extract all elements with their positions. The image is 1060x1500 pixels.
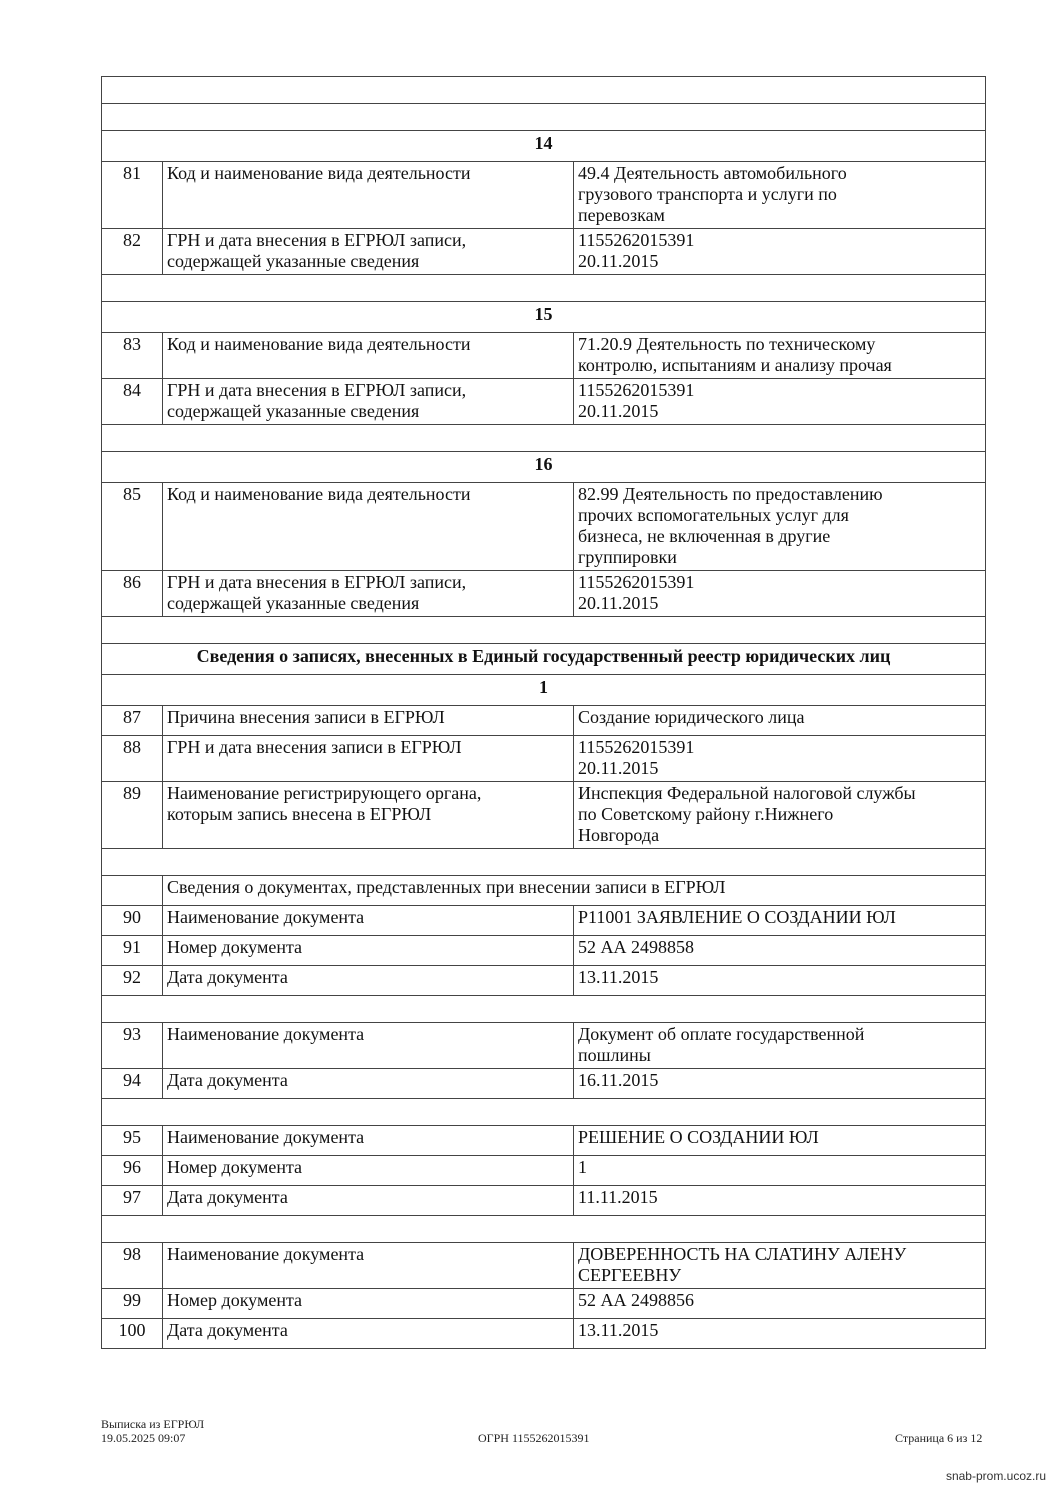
row-label: Номер документа (163, 1289, 574, 1319)
row-number: 89 (102, 782, 163, 849)
footer-page-number: Страница 6 из 12 (895, 1431, 983, 1445)
spacer-row (102, 1216, 986, 1243)
table-row-87 (102, 706, 986, 736)
row-number: 99 (102, 1289, 163, 1319)
row-label: Наименование регистрирующего органа, которым запись внесена в ЕГРЮЛ (163, 782, 574, 849)
row-value: 1155262015391 20.11.2015 (574, 736, 986, 782)
table-row-91 (102, 936, 986, 966)
row-value: 16.11.2015 (574, 1069, 986, 1099)
row-label: ГРН и дата внесения в ЕГРЮЛ записи, содержащей указанные сведения (163, 229, 574, 275)
row-value: 13.11.2015 (574, 1319, 986, 1349)
spacer-row (102, 849, 986, 876)
row-value: 1 (574, 1156, 986, 1186)
row-number: 87 (102, 706, 163, 736)
spacer-row (102, 275, 986, 302)
spacer-row (102, 996, 986, 1023)
table-row-94 (102, 1069, 986, 1099)
table-row-93 (102, 1023, 986, 1069)
row-value: 11.11.2015 (574, 1186, 986, 1216)
row-number: 100 (102, 1319, 163, 1349)
row-label: Код и наименование вида деятельности (163, 483, 574, 571)
footer-document-info (101, 1417, 204, 1445)
watermark: snab-prom.ucoz.ru (945, 1469, 1046, 1483)
table-row-96 (102, 1156, 986, 1186)
row-value: РЕШЕНИЕ О СОЗДАНИИ ЮЛ (574, 1126, 986, 1156)
row-value: 1155262015391 20.11.2015 (574, 571, 986, 617)
row-number: 97 (102, 1186, 163, 1216)
row-label: Код и наименование вида деятельности (163, 333, 574, 379)
row-label: Номер документа (163, 1156, 574, 1186)
row-value: Создание юридического лица (574, 706, 986, 736)
table-row-100 (102, 1319, 986, 1349)
row-number: 93 (102, 1023, 163, 1069)
table-row-95 (102, 1126, 986, 1156)
spacer-row (102, 77, 986, 104)
records-section-title: Сведения о записях, внесенных в Единый государственный реестр юридических лиц (102, 644, 986, 675)
row-number: 88 (102, 736, 163, 782)
row-value: 49.4 Деятельность автомобильного грузового транспорта и услуги по перевозкам (574, 162, 986, 229)
row-number: 94 (102, 1069, 163, 1099)
table-row-89 (102, 782, 986, 849)
table-row-85 (102, 483, 986, 571)
row-number: 96 (102, 1156, 163, 1186)
table-row-88 (102, 736, 986, 782)
egrul-extract-table (101, 76, 986, 1349)
row-label: Наименование документа (163, 906, 574, 936)
row-number: 90 (102, 906, 163, 936)
row-number: 84 (102, 379, 163, 425)
table-row-97 (102, 1186, 986, 1216)
table-row-83 (102, 333, 986, 379)
table-row-84 (102, 379, 986, 425)
table-row-90 (102, 906, 986, 936)
table-row-98 (102, 1243, 986, 1289)
record-number-heading: 1 (102, 675, 986, 706)
spacer-row (102, 104, 986, 131)
row-value: Инспекция Федеральной налоговой службы по Советскому району г.Нижнего Новгорода (574, 782, 986, 849)
row-label: ГРН и дата внесения в ЕГРЮЛ записи, содержащей указанные сведения (163, 571, 574, 617)
row-value: 13.11.2015 (574, 966, 986, 996)
row-label: Причина внесения записи в ЕГРЮЛ (163, 706, 574, 736)
row-label: Номер документа (163, 936, 574, 966)
row-number: 92 (102, 966, 163, 996)
table-row-86 (102, 571, 986, 617)
footer-document-name: Выписка из ЕГРЮЛ (101, 1417, 205, 1431)
row-value: 52 АА 2498856 (574, 1289, 986, 1319)
row-value: Документ об оплате государственной пошлины (574, 1023, 986, 1069)
row-number: 86 (102, 571, 163, 617)
row-label: Наименование документа (163, 1023, 574, 1069)
row-value: ДОВЕРЕННОСТЬ НА СЛАТИНУ АЛЕНУ СЕРГЕЕВНУ (574, 1243, 986, 1289)
footer-datetime: 19.05.2025 09:07 (101, 1431, 186, 1445)
row-value: Р11001 ЗАЯВЛЕНИЕ О СОЗДАНИИ ЮЛ (574, 906, 986, 936)
row-label: Наименование документа (163, 1126, 574, 1156)
section-heading-14: 14 (102, 131, 986, 162)
row-label: Дата документа (163, 1186, 574, 1216)
row-number: 85 (102, 483, 163, 571)
row-label: Дата документа (163, 1069, 574, 1099)
spacer-row (102, 425, 986, 452)
row-label: Наименование документа (163, 1243, 574, 1289)
row-number: 98 (102, 1243, 163, 1289)
section-heading-16: 16 (102, 452, 986, 483)
row-label: Дата документа (163, 1319, 574, 1349)
table-row-82 (102, 229, 986, 275)
section-heading-15: 15 (102, 302, 986, 333)
documents-section-title: Сведения о документах, представленных при внесении записи в ЕГРЮЛ (102, 876, 986, 906)
row-value: 1155262015391 20.11.2015 (574, 229, 986, 275)
row-number: 95 (102, 1126, 163, 1156)
row-label: Код и наименование вида деятельности (163, 162, 574, 229)
row-number: 91 (102, 936, 163, 966)
spacer-row (102, 1099, 986, 1126)
row-number: 81 (102, 162, 163, 229)
table-row-99 (102, 1289, 986, 1319)
row-value: 1155262015391 20.11.2015 (574, 379, 986, 425)
footer-ogrn: ОГРН 1155262015391 (478, 1431, 590, 1445)
row-label: ГРН и дата внесения записи в ЕГРЮЛ (163, 736, 574, 782)
row-number: 83 (102, 333, 163, 379)
row-number: 82 (102, 229, 163, 275)
table-row-81 (102, 162, 986, 229)
table-row-92 (102, 966, 986, 996)
row-label: Дата документа (163, 966, 574, 996)
row-label: ГРН и дата внесения в ЕГРЮЛ записи, содержащей указанные сведения (163, 379, 574, 425)
row-value: 52 АА 2498858 (574, 936, 986, 966)
row-value: 82.99 Деятельность по предоставлению прочих вспомогательных услуг для бизнеса, не включенная в другие группировки (574, 483, 986, 571)
spacer-row (102, 617, 986, 644)
row-value: 71.20.9 Деятельность по техническому контролю, испытаниям и анализу прочая (574, 333, 986, 379)
